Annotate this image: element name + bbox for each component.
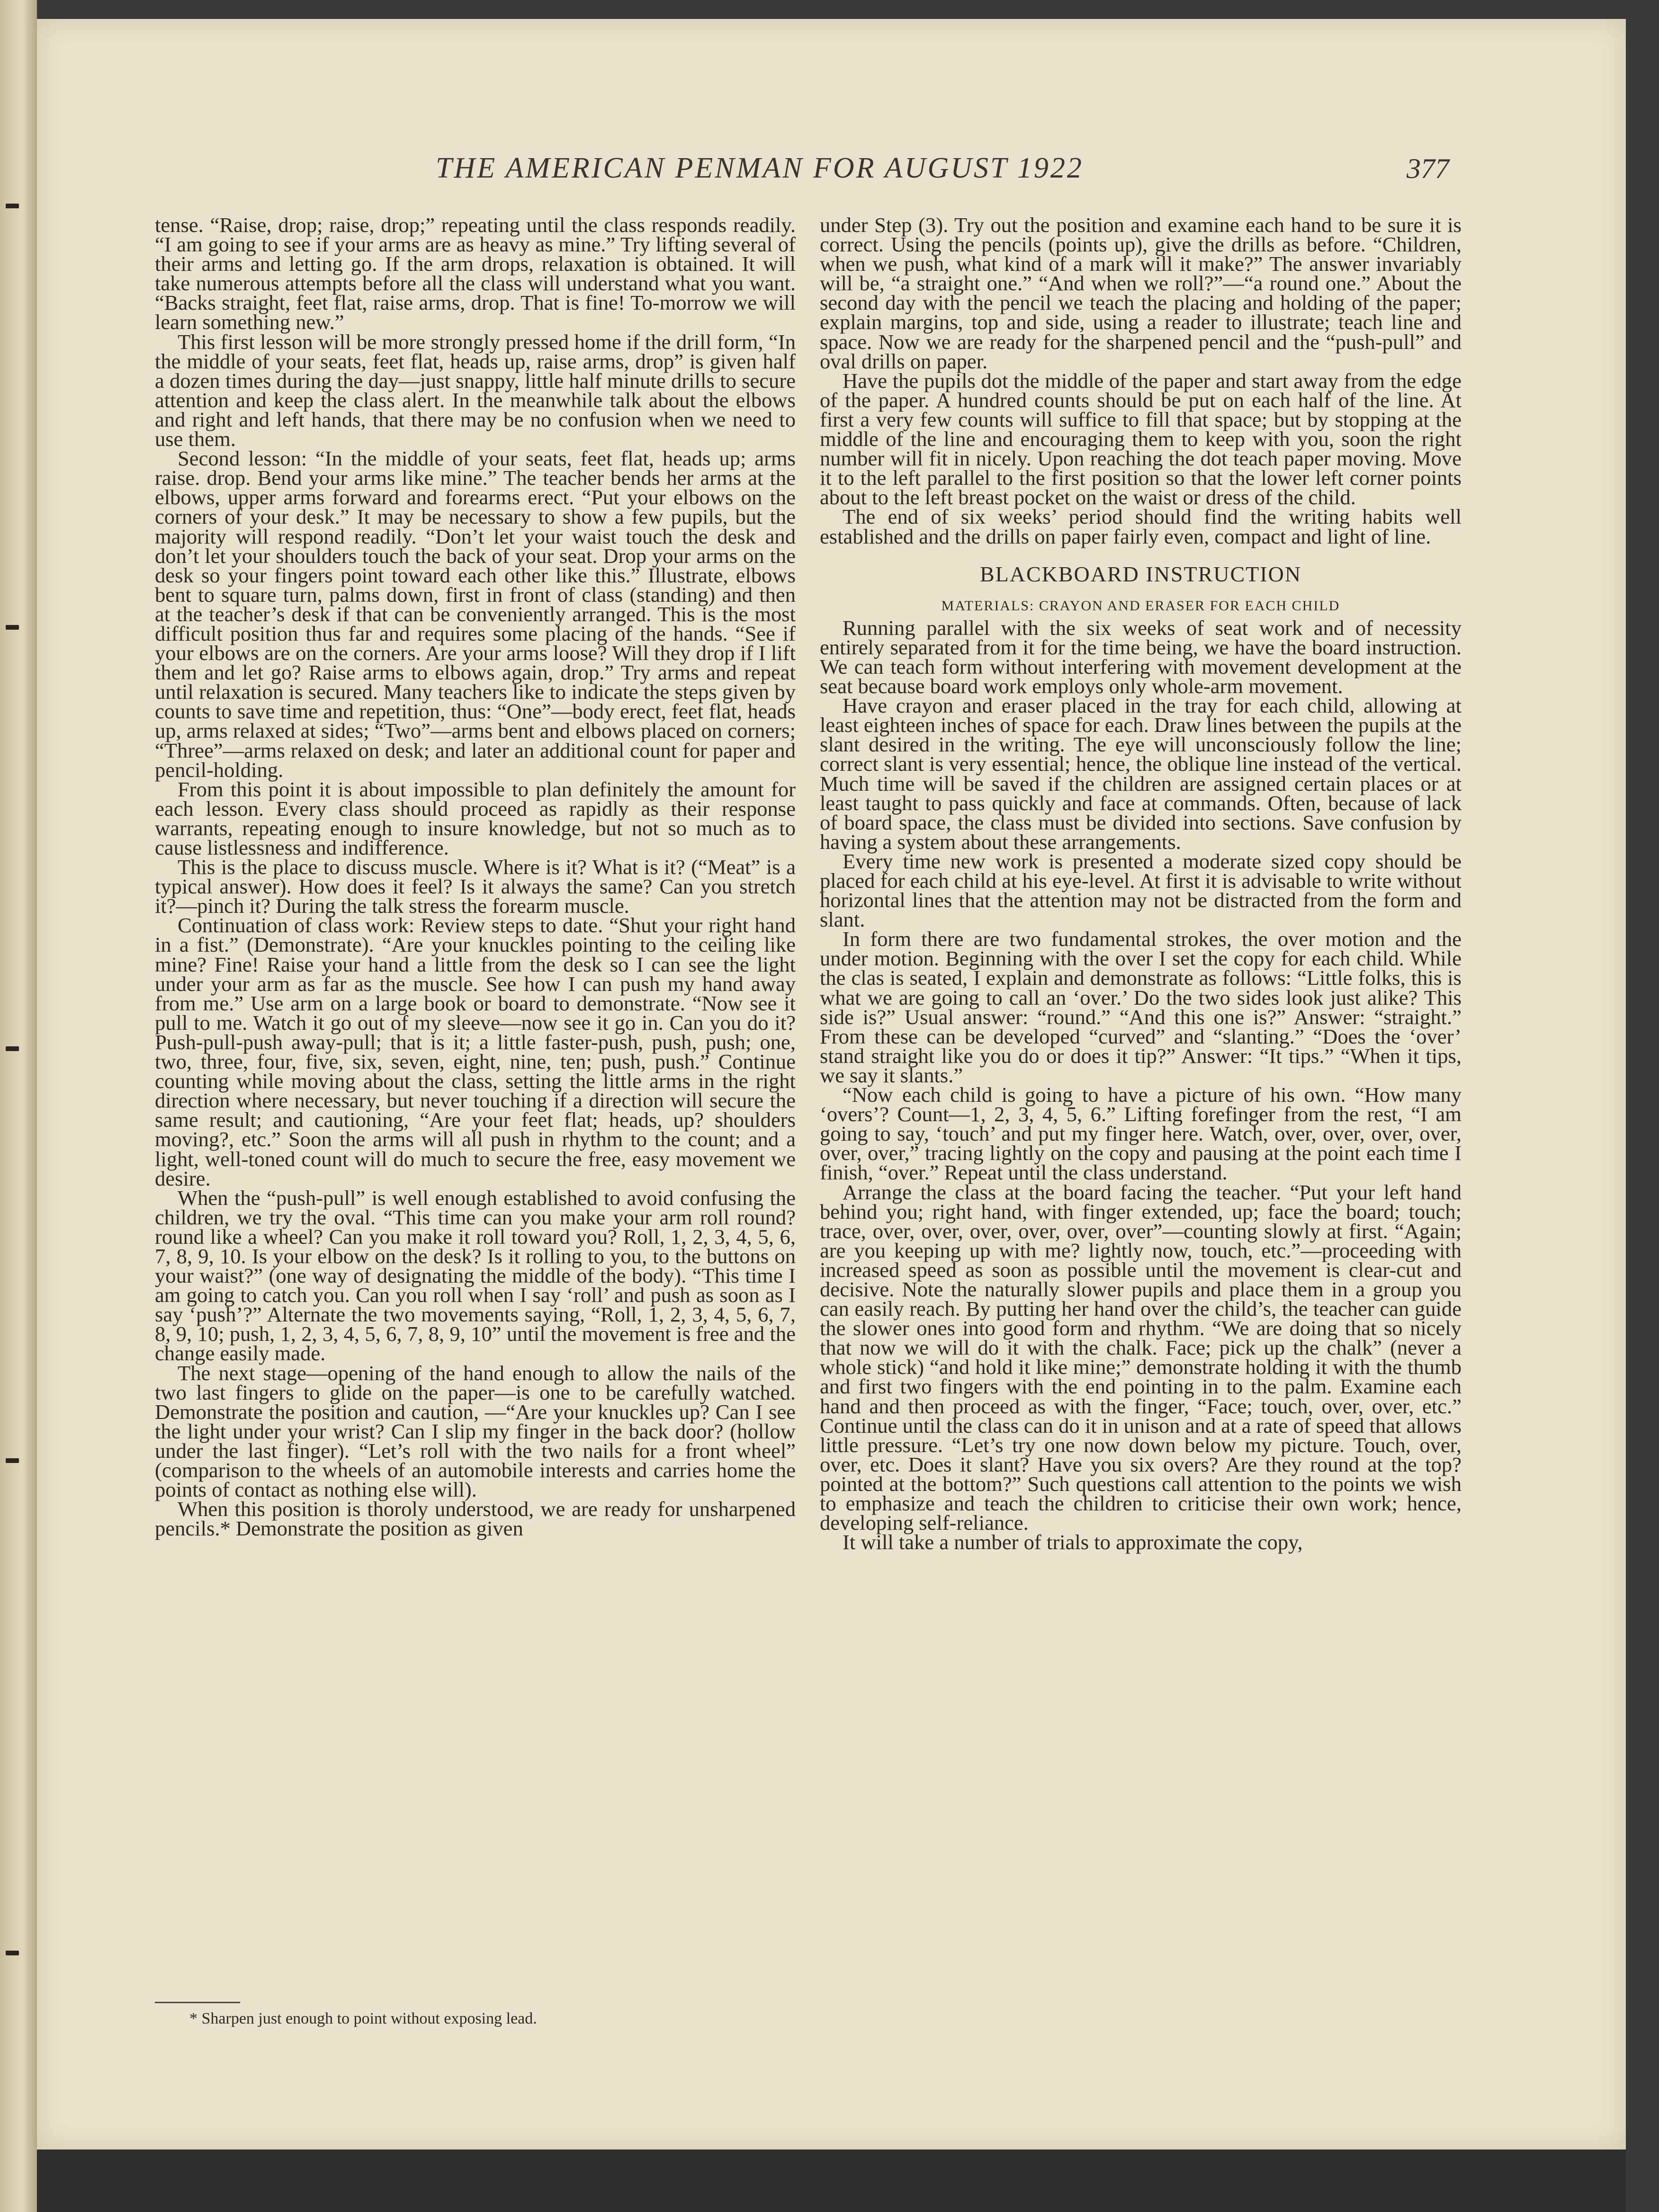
left-column — [155, 215, 796, 2086]
running-head: THE AMERICAN PENMAN FOR AUGUST 1922 — [436, 152, 1084, 184]
paragraph: Arrange the class at the board facing the teacher. “Put your left hand behind you; right hand, with finger extended, up; face the board; touch; trace, over, over, over, over, over, over”—counting slowly at first. “Again; are you keeping up with me? lightly now, touch, etc.”—proceeding with increased speed as soon as possible until the movement is clear-cut and decisive. Note the naturally slower pupils and place them in a group you can easily reach. By putting her hand over the child’s, the teacher can guide the slower ones into good form and rhythm. “We are doing that so nicely that now we will do it with the chalk. Face; pick up the chalk” (never a whole stick) “and hold it like mine;” demonstrate holding it with the thumb and first two fingers with the end pointing in to the palm. Examine each hand and then proceed as with the finger, “Face; touch, over, over, etc.” Continue until the class can do it in unison and at a rate of speed that allows little pressure. “Let’s try one now down below my picture. Touch, over, over, etc. Does it slant? Have you six overs? Are they round at the top? pointed at the bottom?” Such questions call attention to the points we wish to emphasize and teach the children to criticise their own work; hence, developing self-reliance. — [820, 1180, 1462, 1535]
paragraph: Second lesson: “In the middle of your seats, feet flat, heads up; arms raise. drop. Bend your arms like mine.” The teacher bends her arms at the elbows, upper arms forward and forearms erect. “Put your elbows on the corners of your desk.” It may be necessary to show a few pupils, but the majority will respond readily. “Don’t let your waist touch the desk and don’t let your shoulders touch the back of your seat. Drop your arms on the desk so your fingers point toward each other like this.” Illustrate, elbows bent to square turn, palms down, first in front of class (standing) and then at the teacher’s desk if that can be conveniently arranged. This is the most difficult position thus far and requires some placing of the hands. “See if your elbows are on the corners. Are your arms loose? Will they drop if I lift them and let go? Raise arms to elbows again, drop.” Try arms and repeat until relaxation is secured. Many teachers like to indicate the steps given by counts to save time and repetition, thus: “One”—body erect, feet flat, heads up, arms relaxed at sides; “Two”—arms bent and elbows placed on corners; “Three”—arms relaxed on desk; and later an additional count for paper and pencil-holding. — [155, 446, 796, 782]
paragraph: tense. “Raise, drop; raise, drop;” repeating until the class responds readily. “I am going to see if your arms are as heavy as mine.” Try lifting several of their arms and letting go. If the arm drops, relaxation is obtained. It will take numerous attempts before all the class will understand what you want. “Backs straight, feet flat, raise arms, drop. That is fine! To-morrow we will learn something new.” — [155, 215, 796, 334]
paragraph: Every time new work is presented a moderate sized copy should be placed for each child at his eye-level. At first it is advisable to write without horizontal lines that the attention may not be distracted from the form and slant. — [820, 849, 1462, 932]
binding-mark — [6, 1458, 19, 1463]
section-heading: BLACKBOARD INSTRUCTION — [979, 562, 1302, 586]
paragraph: Continuation of class work: Review steps to date. “Shut your right hand in a fist.” (Demonstrate). “Are your knuckles pointing to the ceiling like mine? Fine! Raise your hand a little from the desk so I can see the light under your arm as far as the muscle. See how I can push my hand away from me.” Use arm on a large book or board to demonstrate. “Now see it pull to me. Watch it go out of my sleeve—now see it go in. Can you do it? Push-pull-push away-pull; that is it; a little faster-push, push, push; one, two, three, four, five, six, seven, eight, nine, ten; push, push.” Continue counting while moving about the class, setting the little arms in the right direction where necessary, but never touching if a direction will secure the same result; and cautioning, “Are your feet flat; heads, up? shoulders moving?, etc.” Soon the arms will all push in rhythm to the count; and a light, well-toned count will do much to secure the free, easy movement we desire. — [155, 913, 796, 1190]
paragraph: When this position is thoroly understood, we are ready for unsharpened pencils.* Demonstrate the position as given — [155, 1497, 796, 1541]
paragraph: The end of six weeks’ period should find the writing habits well established and the drills on paper fairly even, compact and light of line. — [820, 505, 1462, 548]
right-column — [820, 215, 1462, 2086]
paragraph: From this point it is about impossible to plan definitely the amount for each lesson. Every class should proceed as rapidly as their response warrants, repeating enough to insure knowledge, but not so much as to cause listlessness and indifference. — [155, 777, 796, 859]
paragraph: This is the place to discuss muscle. Where is it? What is it? (“Meat” is a typical answer). How does it feel? Is it always the same? Can you stretch it?—pinch it? During the talk stress the forearm muscle. — [155, 855, 796, 918]
section-subheading: MATERIALS: CRAYON AND ERASER FOR EACH CHILD — [941, 598, 1340, 614]
paragraph: “Now each child is going to have a picture of his own. “How many ‘overs’? Count—1, 2, 3, 4, 5, 6.” Lifting forefinger from the rest, “I am going to say, ‘touch’ and put my finger here. Watch, over, over, over, over, over, over,” tracing lightly on the copy and pausing at the point each time I finish, “over.” Repeat until the class understand. — [820, 1083, 1462, 1185]
binding-mark — [6, 1951, 19, 1955]
binding-mark — [6, 204, 19, 208]
paragraph: Have crayon and eraser placed in the tray for each child, allowing at least eighteen inches of space for each. Draw lines between the pupils at the slant desired in the writing. The eye will unconsciously follow the line; correct slant is very essential; hence, the oblique line instead of the vertical. Much time will be saved if the children are assigned certain places or at least taught to pass quickly and face at commands. Often, because of lack of board space, the class must be divided into sections. Save confusion by having a system about these arrangements. — [820, 694, 1462, 854]
page-number: 377 — [1407, 153, 1449, 184]
page-header — [407, 142, 1468, 194]
footnote-rule — [155, 2002, 240, 2003]
paragraph: Running parallel with the six weeks of seat work and of necessity entirely separated from it for the time being, we have the board instruction. We can teach form without interfering with movement development at the seat because board work employs only whole-arm movement. — [820, 615, 1462, 698]
paragraph: Have the pupils dot the middle of the paper and start away from the edge of the paper. A hundred counts should be put on each half of the line. At first a very few counts will suffice to fill that space; but by stopping at the middle of the line and encouraging them to keep with you, soon the right number will fit in nicely. Upon reaching the dot teach paper moving. Move it to the left parallel to the first position so that the lower left corner points about to the left breast pocket on the waist or dress of the child. — [820, 368, 1462, 509]
paragraph: This first lesson will be more strongly pressed home if the drill form, “In the middle of your seats, feet flat, heads up, raise arms, drop” is given half a dozen times during the day—just snappy, little half minute drills to secure attention and keep the class alert. In the meanwhile talk about the elbows and right and left hands, that there may be no confusion when we need to use them. — [155, 330, 796, 451]
footnote: * Sharpen just enough to point without exposing lead. — [189, 2010, 537, 2027]
binding-mark — [6, 625, 19, 630]
facing-page-edge — [0, 0, 37, 2212]
paragraph: The next stage—opening of the hand enough to allow the nails of the two last fingers to glide on the paper—is one to be carefully watched. Demonstrate the position and caution, —“Are your knuckles up? Can I see the light under your wrist? Can I slip my finger in the back door? (hollow under the last finger). “Let’s roll with the two nails for a front wheel” (comparison to the wheels of an automobile interests and carries home the points of contact as nothing else will). — [155, 1361, 796, 1502]
paragraph: under Step (3). Try out the position and examine each hand to be sure it is correct. Using the pencils (points up), give the drills as before. “Children, when we push, what kind of a mark will it make?” The answer invariably will be, “a straight one.” “And when we roll?”—“a round one.” About the second day with the pencil we teach the placing and holding of the paper; explain margins, top and side, using a reader to illustrate; teach line and space. Now we are ready for the sharpened pencil and the “push-pull” and oval drills on paper. — [820, 215, 1462, 373]
paragraph: In form there are two fundamental strokes, the over motion and the under motion. Beginning with the over I set the copy for each child. While the clas is seated, I explain and demonstrate as follows: “Little folks, this is what we are going to call an ‘over.’ Do the two sides look just alike? This side is?” Usual answer: “round.” “And this one is?” Answer: “straight.” From these can be developed “curved” and “slanting.” “Does the ‘over’ stand straight like you do or does it tip?” Answer: “It tips.” “When it tips, we say it slants.” — [820, 927, 1462, 1087]
binding-mark — [6, 1046, 19, 1051]
paragraph: When the “push-pull” is well enough established to avoid confusing the children, we try the oval. “This time can you make your arm roll round? round like a wheel? Can you make it roll toward you? Roll, 1, 2, 3, 4, 5, 6, 7, 8, 9, 10. Is your elbow on the desk? Is it rolling to you, to the buttons on your waist?” (one way of designating the middle of the body). “This time I am going to catch you. Can you roll when I say ‘roll’ and push as soon as I say ‘push’?” Alternate the two movements saying, “Roll, 1, 2, 3, 4, 5, 6, 7, 8, 9, 10; push, 1, 2, 3, 4, 5, 6, 7, 8, 9, 10” until the movement is free and the change easily made. — [155, 1186, 796, 1365]
paragraph: It will take a number of trials to approximate the copy, — [843, 1530, 1303, 1554]
scan-bottom-edge — [37, 2150, 1626, 2212]
